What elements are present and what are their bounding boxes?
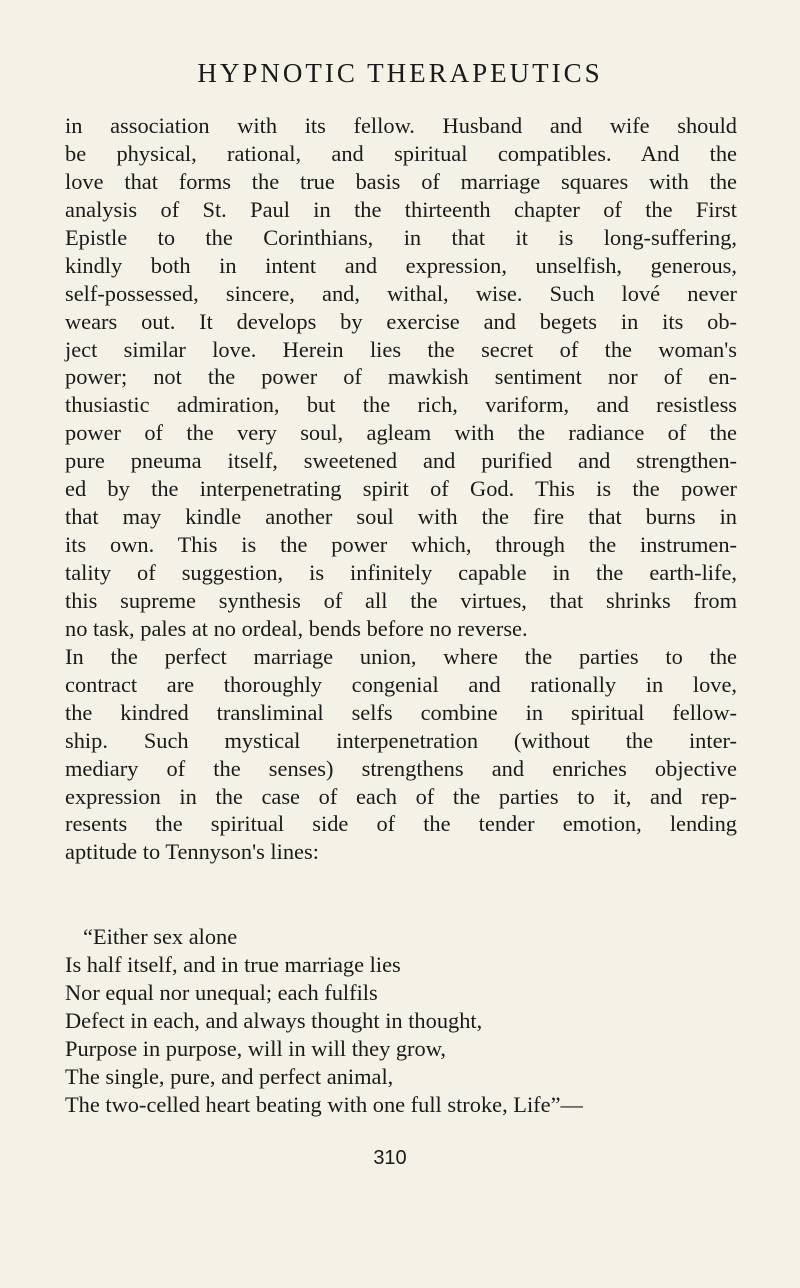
running-head: HYPNOTIC THERAPEUTICS xyxy=(197,58,603,88)
text-line: self-possessed, sincere, and, withal, wise. Such lové never xyxy=(65,280,737,306)
verse-line: “Either sex alone xyxy=(83,924,238,949)
text-line: aptitude to Tennyson's lines: xyxy=(65,839,319,865)
text-line: the kindred transliminal selfs combine in spiritual fellow- xyxy=(65,699,737,725)
text-line: ject similar love. Herein lies the secret of the woman's xyxy=(65,336,737,362)
verse-line: Defect in each, and always thought in thought, xyxy=(65,1007,483,1033)
text-line: in association with its fellow. Husband and wife should xyxy=(65,113,737,138)
text-line: power of the very soul, agleam with the radiance of the xyxy=(65,420,737,446)
text-line: ship. Such mystical interpenetration (without the inter- xyxy=(65,727,737,753)
verse-line: Nor equal nor unequal; each fulfils xyxy=(65,979,378,1005)
text-line: resents the spiritual side of the tender emotion, lending xyxy=(65,811,737,837)
text-line: this supreme synthesis of all the virtues, that shrinks from xyxy=(65,587,737,613)
text-line: In the perfect marriage union, where the parties to the xyxy=(65,643,737,669)
text-line: thusiastic admiration, but the rich, variform, and resistless xyxy=(65,392,737,418)
verse-line: Purpose in purpose, will in will they grow, xyxy=(65,1035,447,1061)
verse-line: Is half itself, and in true marriage lies xyxy=(65,951,401,977)
page-number: 310 xyxy=(373,1147,407,1169)
text-line: analysis of St. Paul in the thirteenth chapter of the First xyxy=(65,196,737,222)
text-line: wears out. It develops by exercise and begets in its ob- xyxy=(65,308,737,334)
text-line: expression in the case of each of the parties to it, and rep- xyxy=(65,783,737,809)
text-line: Epistle to the Corinthians, in that it is long-suffering, xyxy=(65,224,737,250)
text-line: tality of suggestion, is infinitely capable in the earth-life, xyxy=(65,560,737,585)
text-line: ed by the interpenetrating spirit of God. This is the power xyxy=(65,476,737,502)
text-line: love that forms the true basis of marriage squares with the xyxy=(65,168,737,194)
text-line: its own. This is the power which, through the instrumen- xyxy=(65,532,737,558)
text-line: contract are thoroughly congenial and rationally in love, xyxy=(65,671,737,697)
text-line: no task, pales at no ordeal, bends before no reverse. xyxy=(65,615,528,641)
text-line: be physical, rational, and spiritual compatibles. And the xyxy=(65,140,737,166)
text-line: power; not the power of mawkish sentiment nor of en- xyxy=(65,364,737,390)
verse-line: The single, pure, and perfect animal, xyxy=(65,1063,394,1089)
verse-line: The two-celled heart beating with one full stroke, Life”— xyxy=(65,1091,583,1117)
text-line: mediary of the senses) strengthens and enriches objective xyxy=(65,755,737,781)
text-line: that may kindle another soul with the fire that burns in xyxy=(65,504,737,530)
verse-quotation xyxy=(65,923,737,1119)
text-line: kindly both in intent and expression, unselfish, generous, xyxy=(65,252,737,278)
text-line: pure pneuma itself, sweetened and purified and strengthen- xyxy=(65,448,737,474)
body-text xyxy=(65,112,737,866)
